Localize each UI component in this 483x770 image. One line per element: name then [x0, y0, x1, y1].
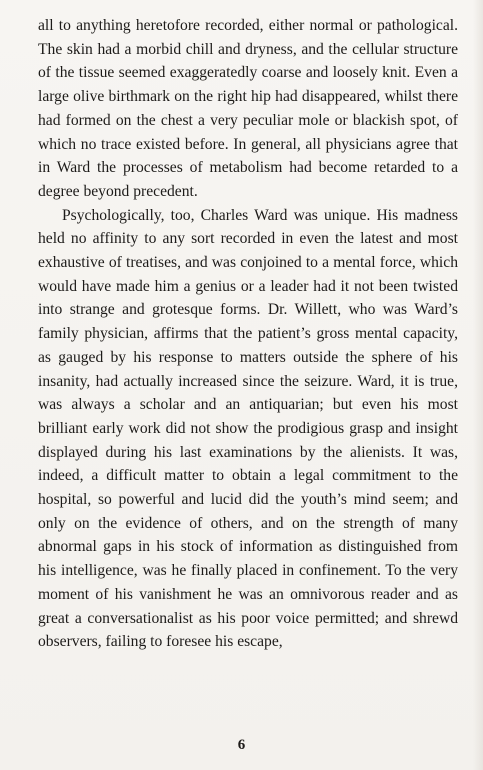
- page-number: 6: [237, 737, 246, 753]
- body-text: [38, 14, 458, 654]
- paragraph-psychologically: Psychologically, too, Charles Ward was unique. His madness held no affinity to any sort recorded in even the latest and most exhaustive of treatises, and was conjoined to a mental force, which would have made him a genius or a leader had it not been twisted into strange and grotesque forms. Dr. Willett, who was Ward’s family physician, affirms that the patient’s gross mental capacity, as gauged by his response to matters outside the sphere of his insanity, had actually increased since the seizure. Ward, it is true, was always a scholar and an antiquarian; but even his most brilliant early work did not show the prodigious grasp and insight displayed during his last examinations by the alienists. It was, indeed, a difficult matter to obtain a legal commitment to the hospital, so powerful and lucid did the youth’s mind seem; and only on the evidence of others, and on the strength of many abnormal gaps in his stock of information as distinguished from his intelligence, was he finally placed in confinement. To the very moment of his vanishment he was an omnivorous reader and as great a conversationalist as his poor voice permitted; and shrewd observers, failing to foresee his escape,: [38, 206, 458, 651]
- paragraph-continued: all to anything heretofore recorded, either normal or pathological. The skin had a morbid chill and dryness, and the cellular structure of the tissue seemed exaggeratedly coarse and loosely knit. Even a large olive birthmark on the right hip had disappeared, whilst there had formed on the chest a very peculiar mole or blackish spot, of which no trace existed before. In general, all physicians agree that in Ward the processes of metabolism had become retarded to a degree beyond precedent.: [38, 17, 458, 200]
- page-edge-shadow: [473, 0, 483, 770]
